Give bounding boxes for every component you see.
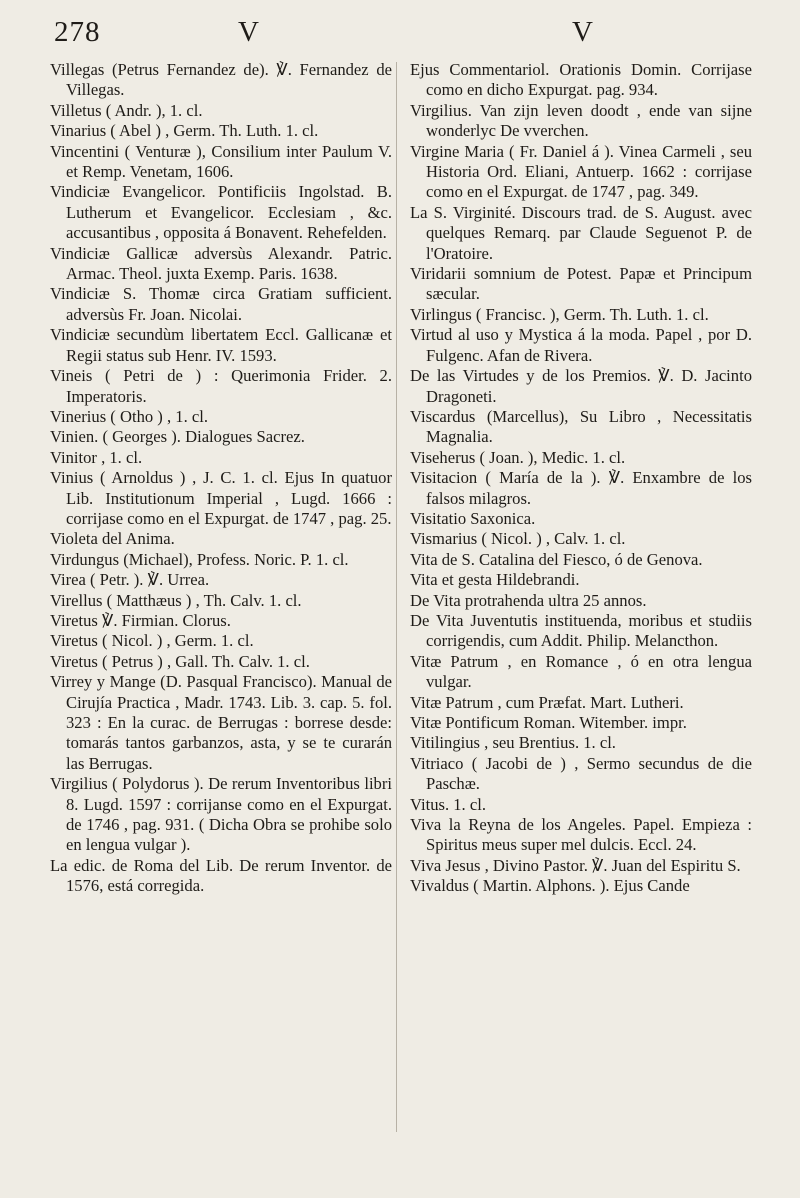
index-entry: De Vita protrahenda ultra 25 annos. — [410, 590, 647, 610]
index-entry: Vinarius ( Abel ) , Germ. Th. Luth. 1. cl. — [50, 121, 319, 141]
column-divider — [396, 62, 397, 1132]
index-entry: Vitæ Patrum , en Romance , ó en otra lengua vulgar. — [410, 651, 752, 692]
index-entry: De Vita Juventutis instituenda, moribus et studiis corrigendis, cum Addit. Philip. Melancthon. — [410, 610, 752, 651]
index-entry: Vindiciæ secundùm libertatem Eccl. Gallicanæ et Regii status sub Henr. IV. 1593. — [50, 325, 392, 365]
index-entry: Vindiciæ Evangelicor. Pontificiis Ingolstad. B. Lutherum et Evangelicor. Ecclesiam , &c. accusantibus , opposita á Bonavent. Rehefelden. — [50, 182, 392, 243]
index-entry: Vitæ Pontificum Roman. Witember. impr. — [410, 713, 687, 732]
running-header — [40, 16, 760, 56]
section-letter-left: V — [238, 16, 259, 48]
index-entry: Vitæ Patrum , cum Præfat. Mart. Lutheri. — [410, 692, 684, 712]
index-entry: Vivaldus ( Martin. Alphons. ). Ejus Cande — [410, 876, 690, 896]
index-entry: Viretus ( Petrus ) , Gall. Th. Calv. 1. cl. — [50, 651, 310, 671]
index-entry: Vinien. ( Georges ). Dialogues Sacrez. — [50, 427, 305, 447]
index-entry: Vita et gesta Hildebrandi. — [410, 570, 580, 590]
index-entry: Vinitor , 1. cl. — [50, 447, 143, 467]
index-entry: Violeta del Anima. — [50, 529, 175, 549]
index-entry: Virgilius ( Polydorus ). De rerum Inventoribus libri 8. Lugd. 1597 : corrijanse como en el Expurgat. de 1746 , pag. 931. ( Dicha Obra se prohibe solo en lengua vulgar ). — [50, 774, 392, 855]
index-entry: Visitatio Saxonica. — [410, 508, 536, 528]
index-entry: Virrey y Mange (D. Pasqual Francisco). Manual de Cirujía Practica , Madr. 1743. Lib. 3. cap. 5. fol. 323 : En la curac. de Berrugas : borrese desde: tomarás tantos garbanzos, asta, y se te curarán las Berrugas. — [50, 672, 392, 773]
index-entry: Virgine Maria ( Fr. Daniel á ). Vinea Carmeli , seu Historia Ord. Eliani, Antuerp. 1662 : corrijase como en el Expurgat. de 1747 , pag. 349. — [410, 141, 752, 202]
index-entry: Virellus ( Matthæus ) , Th. Calv. 1. cl. — [50, 590, 302, 610]
index-entry: La S. Virginité. Discours trad. de S. August. avec quelques Remarq. par Claude Seguenot P. de l'Oratoire. — [410, 202, 752, 263]
index-entry: Vindiciæ Gallicæ adversùs Alexandr. Patric. Armac. Theol. juxta Exemp. Paris. 1638. — [50, 243, 392, 284]
index-entry: Vitus. 1. cl. — [410, 794, 486, 814]
index-entry: Ejus Commentariol. Orationis Domin. Corrijase como en dicho Expurgat. pag. 934. — [410, 60, 752, 100]
index-entry: Vinius ( Arnoldus ) , J. C. 1. cl. Ejus In quatuor Lib. Institutionum Imperial , Lugd. 1666 : corrijase como en el Expurgat. de 1747 , pag. 25. — [50, 468, 392, 528]
index-entry: Virea ( Petr. ). ℣. Urrea. — [50, 570, 210, 590]
index-entry: Vincentini ( Venturæ ), Consilium inter Paulum V. et Remp. Venetam, 1606. — [50, 141, 392, 182]
index-entry: Viseherus ( Joan. ), Medic. 1. cl. — [410, 447, 626, 467]
right-column — [410, 60, 752, 897]
index-entry: Visitacion ( María de la ). ℣. Enxambre de los falsos milagros. — [410, 468, 752, 508]
left-column — [50, 60, 392, 897]
index-entry: Virgilius. Van zijn leven doodt , ende van sijne wonderlyc De vverchen. — [410, 100, 752, 141]
index-entry: Villetus ( Andr. ), 1. cl. — [50, 100, 203, 120]
index-entry: Viridarii somnium de Potest. Papæ et Principum sæcular. — [410, 264, 752, 304]
index-entry: De las Virtudes y de los Premios. ℣. D. Jacinto Dragoneti. — [410, 366, 752, 406]
page-number: 278 — [54, 16, 101, 48]
index-entry: Vineis ( Petri de ) : Querimonia Frider. 2. Imperatoris. — [50, 366, 392, 406]
index-entry: Vitriaco ( Jacobi de ) , Sermo secundus de die Paschæ. — [410, 753, 752, 794]
index-entry: Virlingus ( Francisc. ), Germ. Th. Luth. 1. cl. — [410, 304, 709, 324]
index-entry: Virdungus (Michael), Profess. Noric. P. 1. cl. — [50, 549, 349, 569]
index-entry: Viva Jesus , Divino Pastor. ℣. Juan del Espiritu S. — [410, 855, 741, 875]
index-entry: Vitilingius , seu Brentius. 1. cl. — [410, 733, 616, 753]
index-entry: Vismarius ( Nicol. ) , Calv. 1. cl. — [410, 529, 626, 549]
index-entry: Viretus ( Nicol. ) , Germ. 1. cl. — [50, 631, 254, 651]
index-entry: Vita de S. Catalina del Fiesco, ó de Genova. — [410, 549, 703, 569]
index-entry: Vindiciæ S. Thomæ circa Gratiam sufficient. adversùs Fr. Joan. Nicolai. — [50, 284, 392, 324]
index-entry: Virtud al uso y Mystica á la moda. Papel , por D. Fulgenc. Afan de Rivera. — [410, 325, 752, 365]
index-entry: Villegas (Petrus Fernandez de). ℣. Fernandez de Villegas. — [50, 60, 392, 100]
index-entry: Vinerius ( Otho ) , 1. cl. — [50, 406, 208, 426]
section-letter-right: V — [572, 16, 593, 48]
index-entry: Viscardus (Marcellus), Su Libro , Necessitatis Magnalia. — [410, 406, 752, 447]
index-entry: La edic. de Roma del Lib. De rerum Inventor. de 1576, está corregida. — [50, 855, 392, 896]
index-entry: Viretus ℣. Firmian. Clorus. — [50, 610, 231, 630]
index-entry: Viva la Reyna de los Angeles. Papel. Empieza : Spiritus meus super mel dulcis. Eccl. 24. — [410, 815, 752, 855]
